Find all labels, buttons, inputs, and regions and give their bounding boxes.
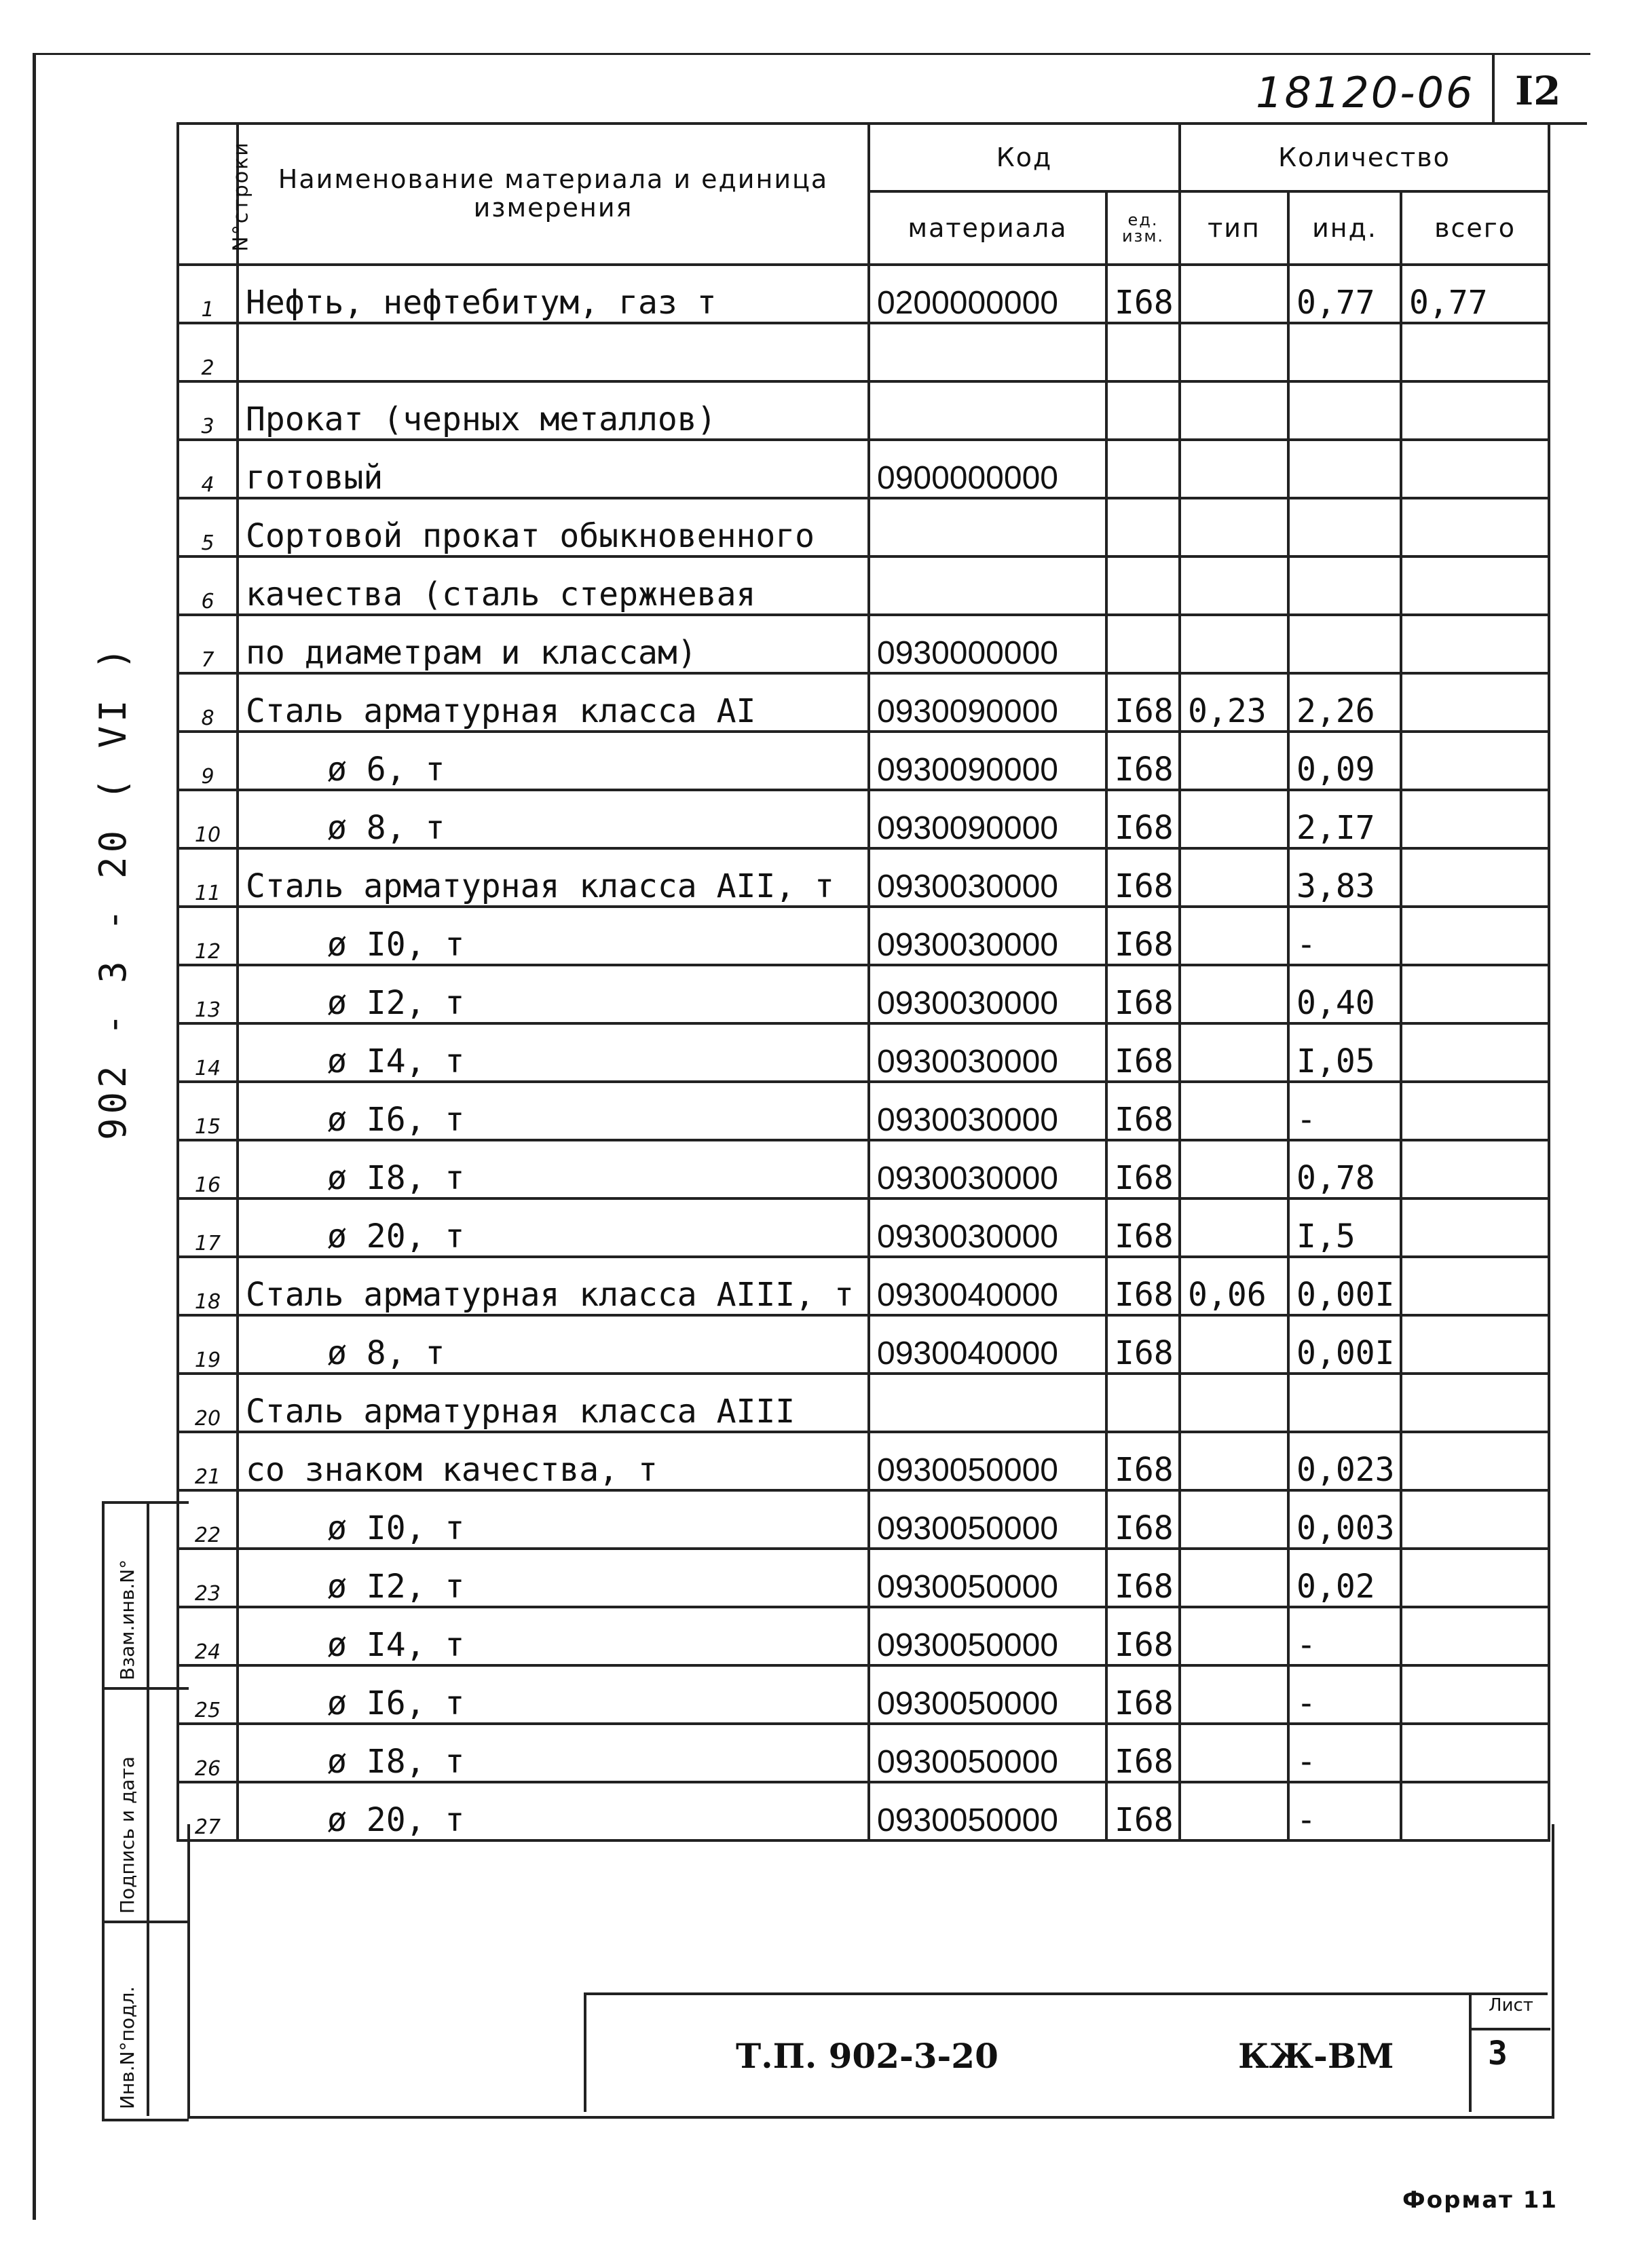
table-row bbox=[178, 323, 1549, 381]
materials-table bbox=[176, 122, 1550, 1842]
table-row bbox=[178, 1374, 1549, 1432]
quantity-type bbox=[1180, 1490, 1288, 1549]
material-name: ø 8, т bbox=[238, 790, 869, 848]
table-row bbox=[178, 498, 1549, 556]
quantity-type bbox=[1180, 556, 1288, 615]
row-number: 13 bbox=[178, 965, 238, 1023]
material-name: ø I0, т bbox=[238, 907, 869, 965]
table-row bbox=[178, 1023, 1549, 1082]
quantity-ind bbox=[1288, 615, 1401, 673]
table-row bbox=[178, 1082, 1549, 1140]
sheet-number: I2 bbox=[1515, 68, 1561, 114]
quantity-type bbox=[1180, 1198, 1288, 1257]
quantity-total bbox=[1401, 732, 1549, 790]
material-name: Прокат (черных металлов) bbox=[238, 381, 869, 440]
quantity-type bbox=[1180, 790, 1288, 848]
table-row bbox=[178, 556, 1549, 615]
quantity-total bbox=[1401, 907, 1549, 965]
material-code: 0930030000 bbox=[869, 848, 1106, 907]
quantity-ind: 0,00I bbox=[1288, 1315, 1401, 1374]
row-number: 21 bbox=[178, 1432, 238, 1490]
unit-code bbox=[1106, 323, 1180, 381]
quantity-ind: - bbox=[1288, 1607, 1401, 1665]
material-code: 0930050000 bbox=[869, 1665, 1106, 1724]
unit-code: I68 bbox=[1106, 1607, 1180, 1665]
material-name: Сталь арматурная класса AIII bbox=[238, 1374, 869, 1432]
row-number: 25 bbox=[178, 1665, 238, 1724]
material-name: ø I4, т bbox=[238, 1023, 869, 1082]
material-code: 0930050000 bbox=[869, 1607, 1106, 1665]
quantity-ind bbox=[1288, 556, 1401, 615]
quantity-ind: - bbox=[1288, 1782, 1401, 1840]
title-block-sheet bbox=[1469, 1995, 1550, 2112]
quantity-type bbox=[1180, 1374, 1288, 1432]
row-number: 20 bbox=[178, 1374, 238, 1432]
quantity-total bbox=[1401, 1198, 1549, 1257]
row-number: 18 bbox=[178, 1257, 238, 1315]
quantity-type: 0,23 bbox=[1180, 673, 1288, 732]
quantity-total bbox=[1401, 1607, 1549, 1665]
table-row bbox=[178, 732, 1549, 790]
table-row bbox=[178, 1140, 1549, 1198]
table-row bbox=[178, 265, 1549, 323]
row-number: 8 bbox=[178, 673, 238, 732]
header-qty-ind: инд. bbox=[1288, 191, 1401, 265]
row-number: 3 bbox=[178, 381, 238, 440]
material-code: 0930040000 bbox=[869, 1315, 1106, 1374]
quantity-ind: I,5 bbox=[1288, 1198, 1401, 1257]
quantity-ind bbox=[1288, 498, 1401, 556]
table-row bbox=[178, 615, 1549, 673]
quantity-ind: 0,78 bbox=[1288, 1140, 1401, 1198]
material-name: Сталь арматурная класса AIII, т bbox=[238, 1257, 869, 1315]
unit-code: I68 bbox=[1106, 790, 1180, 848]
table-row bbox=[178, 1198, 1549, 1257]
header-qty-total: всего bbox=[1401, 191, 1549, 265]
quantity-type bbox=[1180, 907, 1288, 965]
quantity-ind: 0,09 bbox=[1288, 732, 1401, 790]
table-row bbox=[178, 965, 1549, 1023]
quantity-total bbox=[1401, 1140, 1549, 1198]
quantity-ind: 0,40 bbox=[1288, 965, 1401, 1023]
table-row bbox=[178, 381, 1549, 440]
material-name: ø 8, т bbox=[238, 1315, 869, 1374]
material-code: 0930050000 bbox=[869, 1549, 1106, 1607]
row-number: 16 bbox=[178, 1140, 238, 1198]
header-code-material: материала bbox=[869, 191, 1106, 265]
quantity-total bbox=[1401, 1257, 1549, 1315]
unit-code: I68 bbox=[1106, 673, 1180, 732]
row-number: 24 bbox=[178, 1607, 238, 1665]
unit-code: I68 bbox=[1106, 1549, 1180, 1607]
unit-code bbox=[1106, 498, 1180, 556]
material-code: 0930030000 bbox=[869, 1140, 1106, 1198]
table-row bbox=[178, 440, 1549, 498]
material-code: 0930030000 bbox=[869, 1023, 1106, 1082]
row-number: 23 bbox=[178, 1549, 238, 1607]
quantity-total bbox=[1401, 790, 1549, 848]
table-row bbox=[178, 790, 1549, 848]
row-number: 15 bbox=[178, 1082, 238, 1140]
quantity-ind: 2,I7 bbox=[1288, 790, 1401, 848]
header-quantity: Количество bbox=[1180, 124, 1549, 191]
unit-code: I68 bbox=[1106, 1315, 1180, 1374]
document-number: 18120-06 bbox=[1256, 68, 1475, 117]
table-row bbox=[178, 1665, 1549, 1724]
quantity-total bbox=[1401, 381, 1549, 440]
quantity-ind: 0,023 bbox=[1288, 1432, 1401, 1490]
material-name: Сталь арматурная класса AI bbox=[238, 673, 869, 732]
quantity-ind: - bbox=[1288, 1665, 1401, 1724]
quantity-type bbox=[1180, 848, 1288, 907]
title-block-code: Т.П. 902-3-20 bbox=[736, 2036, 998, 2076]
quantity-ind: 0,77 bbox=[1288, 265, 1401, 323]
table-row bbox=[178, 1315, 1549, 1374]
row-number: 9 bbox=[178, 732, 238, 790]
row-number: 14 bbox=[178, 1023, 238, 1082]
row-number: 6 bbox=[178, 556, 238, 615]
material-code: 0930030000 bbox=[869, 1198, 1106, 1257]
material-code bbox=[869, 381, 1106, 440]
quantity-ind: - bbox=[1288, 1724, 1401, 1782]
material-name: Сортовой прокат обыкновенного bbox=[238, 498, 869, 556]
material-code: 0930090000 bbox=[869, 790, 1106, 848]
material-code: 0930030000 bbox=[869, 965, 1106, 1023]
quantity-total bbox=[1401, 848, 1549, 907]
row-number: 4 bbox=[178, 440, 238, 498]
unit-code: I68 bbox=[1106, 1257, 1180, 1315]
header-code: Код bbox=[869, 124, 1180, 191]
material-name: ø I0, т bbox=[238, 1490, 869, 1549]
quantity-type bbox=[1180, 1315, 1288, 1374]
material-name: ø I8, т bbox=[238, 1140, 869, 1198]
table-row bbox=[178, 1724, 1549, 1782]
material-code: 0930000000 bbox=[869, 615, 1106, 673]
quantity-ind bbox=[1288, 1374, 1401, 1432]
unit-code: I68 bbox=[1106, 1198, 1180, 1257]
material-name: Нефть, нефтебитум, газ т bbox=[238, 265, 869, 323]
header-material-name: Наименование материала и единица измерения bbox=[238, 124, 869, 265]
side-project-code-text: 902 - 3 - 20 ( VI ) bbox=[92, 643, 134, 1140]
quantity-ind: I,05 bbox=[1288, 1023, 1401, 1082]
row-number: 5 bbox=[178, 498, 238, 556]
unit-code: I68 bbox=[1106, 1023, 1180, 1082]
quantity-ind bbox=[1288, 323, 1401, 381]
row-number: 27 bbox=[178, 1782, 238, 1840]
quantity-total bbox=[1401, 673, 1549, 732]
quantity-total bbox=[1401, 1315, 1549, 1374]
quantity-ind: 0,003 bbox=[1288, 1490, 1401, 1549]
side-project-code bbox=[92, 643, 146, 1425]
material-name: ø 20, т bbox=[238, 1782, 869, 1840]
unit-code: I68 bbox=[1106, 1490, 1180, 1549]
quantity-total bbox=[1401, 615, 1549, 673]
title-block-sheet-label: Лист bbox=[1472, 1995, 1550, 2030]
table-row bbox=[178, 848, 1549, 907]
material-name: ø I2, т bbox=[238, 1549, 869, 1607]
row-number: 2 bbox=[178, 323, 238, 381]
quantity-total bbox=[1401, 556, 1549, 615]
material-code: 0930040000 bbox=[869, 1257, 1106, 1315]
header-qty-type: тип bbox=[1180, 191, 1288, 265]
row-number: 12 bbox=[178, 907, 238, 965]
material-name: ø I6, т bbox=[238, 1665, 869, 1724]
quantity-total bbox=[1401, 1374, 1549, 1432]
quantity-ind: 0,02 bbox=[1288, 1549, 1401, 1607]
unit-code: I68 bbox=[1106, 848, 1180, 907]
table-row bbox=[178, 1257, 1549, 1315]
material-code: 0930050000 bbox=[869, 1432, 1106, 1490]
quantity-total bbox=[1401, 323, 1549, 381]
quantity-total bbox=[1401, 1023, 1549, 1082]
quantity-ind: - bbox=[1288, 907, 1401, 965]
header-row-number: N°строки bbox=[178, 124, 238, 265]
material-code bbox=[869, 1374, 1106, 1432]
table-row bbox=[178, 1432, 1549, 1490]
quantity-type bbox=[1180, 440, 1288, 498]
material-code: 0930090000 bbox=[869, 732, 1106, 790]
unit-code bbox=[1106, 381, 1180, 440]
material-name: ø I6, т bbox=[238, 1082, 869, 1140]
unit-code bbox=[1106, 615, 1180, 673]
material-code: 0200000000 bbox=[869, 265, 1106, 323]
quantity-ind: 2,26 bbox=[1288, 673, 1401, 732]
header-code-unit: ед. изм. bbox=[1106, 191, 1180, 265]
quantity-type bbox=[1180, 1023, 1288, 1082]
row-number: 1 bbox=[178, 265, 238, 323]
quantity-total bbox=[1401, 1432, 1549, 1490]
unit-code: I68 bbox=[1106, 265, 1180, 323]
unit-code: I68 bbox=[1106, 1432, 1180, 1490]
title-block bbox=[584, 1992, 1548, 2112]
material-name: по диаметрам и классам) bbox=[238, 615, 869, 673]
quantity-type bbox=[1180, 965, 1288, 1023]
quantity-type bbox=[1180, 323, 1288, 381]
quantity-type bbox=[1180, 1724, 1288, 1782]
unit-code: I68 bbox=[1106, 965, 1180, 1023]
material-name: качества (сталь стержневая bbox=[238, 556, 869, 615]
material-code: 0930050000 bbox=[869, 1724, 1106, 1782]
material-code: 0930090000 bbox=[869, 673, 1106, 732]
row-number: 26 bbox=[178, 1724, 238, 1782]
quantity-type bbox=[1180, 732, 1288, 790]
material-code: 0930050000 bbox=[869, 1782, 1106, 1840]
quantity-type bbox=[1180, 1140, 1288, 1198]
material-name: ø 6, т bbox=[238, 732, 869, 790]
material-name: готовый bbox=[238, 440, 869, 498]
unit-code: I68 bbox=[1106, 1724, 1180, 1782]
label-inv-replace: Взам.инв.N° bbox=[116, 1559, 138, 1680]
quantity-ind: - bbox=[1288, 1082, 1401, 1140]
material-code bbox=[869, 498, 1106, 556]
unit-code bbox=[1106, 556, 1180, 615]
row-number: 19 bbox=[178, 1315, 238, 1374]
material-code: 0930030000 bbox=[869, 1082, 1106, 1140]
unit-code bbox=[1106, 1374, 1180, 1432]
quantity-ind: 3,83 bbox=[1288, 848, 1401, 907]
quantity-total bbox=[1401, 1665, 1549, 1724]
quantity-type: 0,06 bbox=[1180, 1257, 1288, 1315]
quantity-total bbox=[1401, 1549, 1549, 1607]
unit-code bbox=[1106, 440, 1180, 498]
approval-cell-inv-original bbox=[105, 1923, 189, 2116]
approval-strip bbox=[102, 1501, 189, 2121]
quantity-type bbox=[1180, 1665, 1288, 1724]
material-name: ø I8, т bbox=[238, 1724, 869, 1782]
material-code bbox=[869, 323, 1106, 381]
quantity-ind bbox=[1288, 440, 1401, 498]
quantity-type bbox=[1180, 1082, 1288, 1140]
material-code: 0900000000 bbox=[869, 440, 1106, 498]
table-row bbox=[178, 673, 1549, 732]
quantity-type bbox=[1180, 265, 1288, 323]
material-name: ø I2, т bbox=[238, 965, 869, 1023]
quantity-type bbox=[1180, 1549, 1288, 1607]
quantity-type bbox=[1180, 1432, 1288, 1490]
material-code: 0930050000 bbox=[869, 1490, 1106, 1549]
unit-code: I68 bbox=[1106, 1082, 1180, 1140]
quantity-type bbox=[1180, 381, 1288, 440]
approval-cell-inv-replace bbox=[105, 1504, 189, 1690]
material-name bbox=[238, 323, 869, 381]
title-block-sheet-value: 3 bbox=[1488, 2035, 1508, 2073]
quantity-total bbox=[1401, 965, 1549, 1023]
material-code: 0930030000 bbox=[869, 907, 1106, 965]
table-row bbox=[178, 1607, 1549, 1665]
row-number: 7 bbox=[178, 615, 238, 673]
material-name: со знаком качества, т bbox=[238, 1432, 869, 1490]
row-number: 10 bbox=[178, 790, 238, 848]
quantity-total bbox=[1401, 440, 1549, 498]
quantity-total bbox=[1401, 498, 1549, 556]
material-name: ø I4, т bbox=[238, 1607, 869, 1665]
table-row bbox=[178, 1490, 1549, 1549]
quantity-type bbox=[1180, 498, 1288, 556]
quantity-total bbox=[1401, 1490, 1549, 1549]
unit-code: I68 bbox=[1106, 1665, 1180, 1724]
format-label: Формат 11 bbox=[1402, 2187, 1558, 2214]
material-code bbox=[869, 556, 1106, 615]
unit-code: I68 bbox=[1106, 907, 1180, 965]
row-number: 22 bbox=[178, 1490, 238, 1549]
row-number: 17 bbox=[178, 1198, 238, 1257]
quantity-total: 0,77 bbox=[1401, 265, 1549, 323]
quantity-ind: 0,00I bbox=[1288, 1257, 1401, 1315]
quantity-type bbox=[1180, 615, 1288, 673]
unit-code: I68 bbox=[1106, 732, 1180, 790]
table-row bbox=[178, 907, 1549, 965]
material-name: Сталь арматурная класса AII, т bbox=[238, 848, 869, 907]
label-sign-date: Подпись и дата bbox=[116, 1756, 138, 1914]
title-block-mark: КЖ-ВМ bbox=[1238, 2036, 1394, 2076]
quantity-ind bbox=[1288, 381, 1401, 440]
approval-cell-sign-date bbox=[105, 1690, 189, 1923]
quantity-total bbox=[1401, 1082, 1549, 1140]
material-name: ø 20, т bbox=[238, 1198, 869, 1257]
quantity-total bbox=[1401, 1724, 1549, 1782]
quantity-type bbox=[1180, 1607, 1288, 1665]
unit-code: I68 bbox=[1106, 1140, 1180, 1198]
row-number: 11 bbox=[178, 848, 238, 907]
table-row bbox=[178, 1549, 1549, 1607]
unit-code: I68 bbox=[1106, 1782, 1180, 1840]
label-inv-original: Инв.N°подл. bbox=[116, 1986, 138, 2109]
